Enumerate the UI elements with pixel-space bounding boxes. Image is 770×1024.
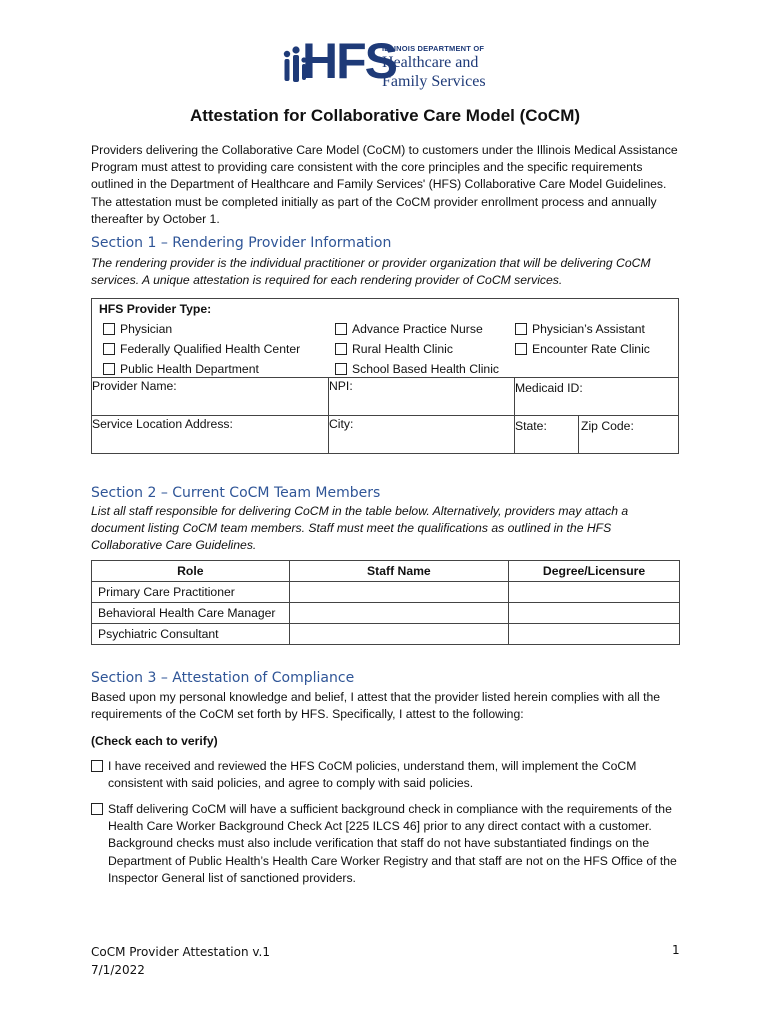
footer bbox=[91, 943, 270, 979]
checkbox[interactable] bbox=[515, 323, 527, 335]
divider bbox=[92, 377, 328, 378]
divider bbox=[92, 415, 679, 416]
checkbox[interactable] bbox=[103, 343, 115, 355]
type-pa[interactable]: Physician’s Assistant bbox=[515, 322, 645, 336]
attestation-item-2 bbox=[91, 801, 681, 887]
npi-field[interactable]: NPI: bbox=[329, 379, 353, 393]
page-title: Attestation for Collaborative Care Model (CoCM) bbox=[189, 106, 581, 125]
checkbox[interactable] bbox=[103, 363, 115, 375]
section-2-heading: Section 2 – Current CoCM Team Members bbox=[91, 485, 381, 501]
logo-line-1: Healthcare and bbox=[382, 54, 479, 71]
degree-cell[interactable] bbox=[509, 582, 680, 603]
city-field[interactable]: City: bbox=[329, 417, 354, 431]
hfs-logo bbox=[282, 33, 486, 94]
type-public-health[interactable]: Public Health Department bbox=[103, 362, 259, 376]
footer-date: 7/1/2022 bbox=[91, 963, 145, 977]
checkbox[interactable] bbox=[335, 323, 347, 335]
checkbox[interactable] bbox=[335, 343, 347, 355]
column-header-role: Role bbox=[92, 561, 290, 582]
logo-line-2: Family Services bbox=[382, 73, 486, 90]
divider bbox=[578, 415, 579, 454]
degree-cell[interactable] bbox=[509, 603, 680, 624]
team-members-table bbox=[91, 560, 680, 645]
table-row bbox=[92, 582, 680, 603]
attestation-checkbox-1[interactable] bbox=[91, 760, 103, 772]
family-logo-icon bbox=[282, 33, 396, 94]
provider-info-box bbox=[91, 298, 679, 454]
section-1-heading: Section 1 – Rendering Provider Information bbox=[91, 235, 392, 251]
service-address-field[interactable]: Service Location Address: bbox=[92, 417, 233, 431]
attestation-checkbox-2[interactable] bbox=[91, 803, 103, 815]
table-header-row bbox=[92, 561, 680, 582]
logo-hfs-mark: HFS bbox=[302, 33, 396, 89]
type-sbhc[interactable]: School Based Health Clinic bbox=[335, 362, 499, 376]
logo-department: ILLINOIS DEPARTMENT OF bbox=[382, 44, 485, 53]
checkbox[interactable] bbox=[335, 363, 347, 375]
type-physician[interactable]: Physician bbox=[103, 322, 172, 336]
type-rhc[interactable]: Rural Health Clinic bbox=[335, 342, 453, 356]
type-apn[interactable]: Advance Practice Nurse bbox=[335, 322, 483, 336]
type-fqhc[interactable]: Federally Qualified Health Center bbox=[103, 342, 300, 356]
intro-paragraph: Providers delivering the Collaborative Care Model (CoCM) to customers under the Illinois Medical Assistance Program must attest to providing care consistent with the core principles and the specific requirements outlined in the Department of Healthcare and Family Services' (HFS) Collaborative Care Model Guidelines. The attestation must be completed initially as part of the CoCM provider enrollment process and annually thereafter by October 1. bbox=[91, 143, 678, 226]
logo-wordmark bbox=[382, 44, 486, 91]
column-header-degree: Degree/Licensure bbox=[509, 561, 680, 582]
provider-name-field[interactable]: Provider Name: bbox=[92, 379, 177, 393]
section-3-heading: Section 3 – Attestation of Compliance bbox=[91, 670, 355, 686]
role-cell: Primary Care Practitioner bbox=[92, 582, 290, 603]
section-2-description: List all staff responsible for delivering CoCM in the table below. Alternatively, providers may attach a document listing CoCM team members. Staff must meet the qualifications as outlined in the HFS Collaborative Care Guidelines. bbox=[91, 504, 629, 553]
attestation-text-1: I have received and reviewed the HFS CoCM policies, understand them, will implement the CoCM consistent with said policies, and agree to comply with said policies. bbox=[108, 759, 637, 791]
check-instruction: (Check each to verify) bbox=[91, 734, 218, 748]
section-1-description: The rendering provider is the individual practitioner or provider organization that will be delivering CoCM services. A unique attestation is required for each rendering provider of CoCM services. bbox=[91, 256, 651, 288]
attestation-item-1 bbox=[91, 758, 681, 792]
table-row bbox=[92, 603, 680, 624]
divider bbox=[514, 377, 679, 378]
medicaid-id-field[interactable]: Medicaid ID: bbox=[515, 381, 583, 395]
divider bbox=[328, 377, 514, 378]
checkbox[interactable] bbox=[515, 343, 527, 355]
role-cell: Behavioral Health Care Manager bbox=[92, 603, 290, 624]
role-cell: Psychiatric Consultant bbox=[92, 624, 290, 645]
provider-type-label: HFS Provider Type: bbox=[99, 302, 212, 316]
zip-code-field[interactable]: Zip Code: bbox=[581, 419, 634, 433]
page-number: 1 bbox=[672, 943, 680, 957]
footer-doc-name: CoCM Provider Attestation v.1 bbox=[91, 945, 271, 959]
attestation-text-2: Staff delivering CoCM will have a sufficient background check in compliance with the requirements of the Health Care Worker Background Check Act [225 ILCS 46] prior to any direct contact with a customer. Background checks must also include verification that staff do not have substantiated findings on the Department of Public Health’s Health Care Worker Registry and that staff are not on the HFS Office of the Inspector General list of sanctioned providers. bbox=[108, 802, 677, 885]
table-row bbox=[92, 624, 680, 645]
staff-name-cell[interactable] bbox=[289, 603, 509, 624]
state-field[interactable]: State: bbox=[515, 419, 547, 433]
degree-cell[interactable] bbox=[509, 624, 680, 645]
type-erc[interactable]: Encounter Rate Clinic bbox=[515, 342, 650, 356]
section-3-intro: Based upon my personal knowledge and belief, I attest that the provider listed herein complies with all the requirements of the CoCM set forth by HFS. Specifically, I attest to the following: bbox=[91, 690, 661, 722]
checkbox[interactable] bbox=[103, 323, 115, 335]
column-header-staff-name: Staff Name bbox=[289, 561, 509, 582]
staff-name-cell[interactable] bbox=[289, 624, 509, 645]
staff-name-cell[interactable] bbox=[289, 582, 509, 603]
